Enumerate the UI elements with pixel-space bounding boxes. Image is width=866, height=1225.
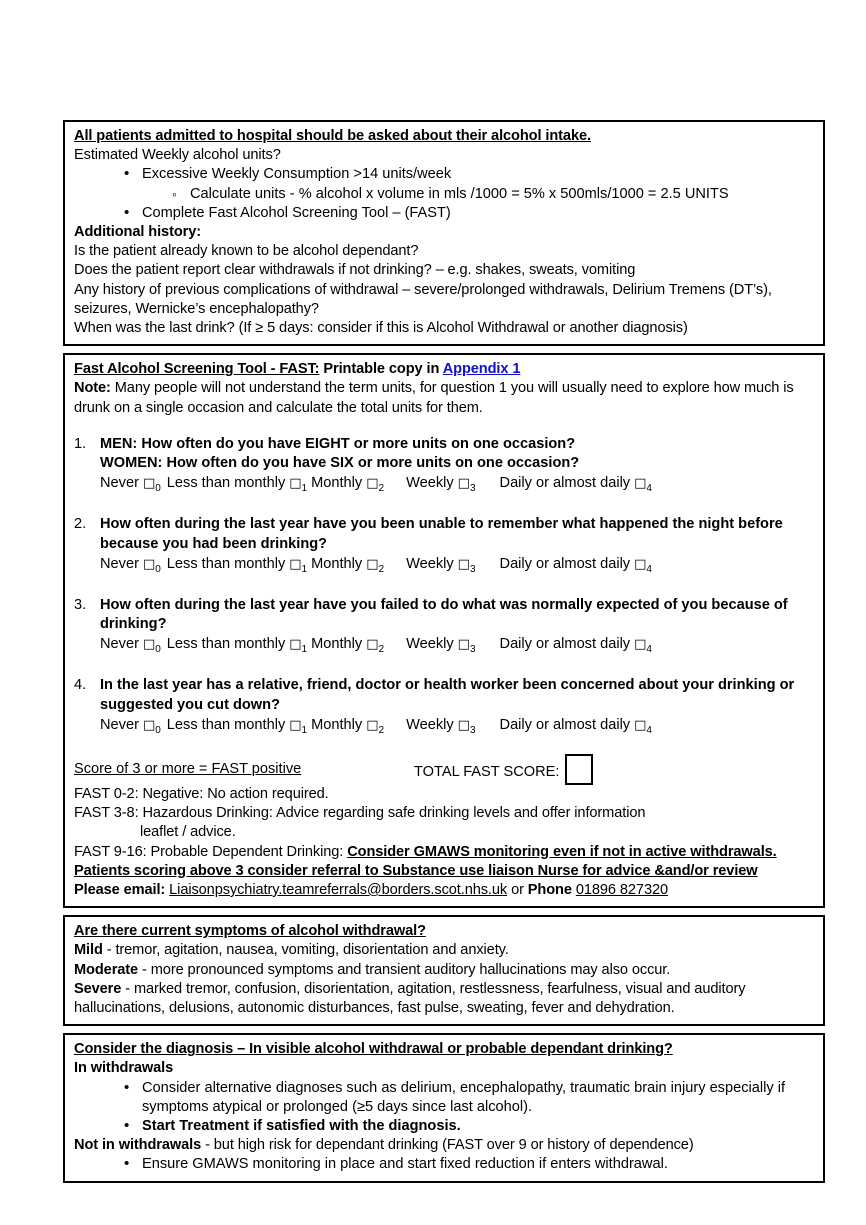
list-item xyxy=(122,165,814,184)
answer-option-never[interactable] xyxy=(100,635,161,659)
symptom-level-text: - tremor, agitation, nausea, vomiting, disorientation and anxiety. xyxy=(102,942,509,959)
symptom-level-label: Severe xyxy=(74,980,122,997)
fast-band-9-16-underlined: Consider GMAWS monitoring even if not in active withdrawals. xyxy=(347,843,777,860)
symptom-level-label: Moderate xyxy=(74,961,139,978)
answer-score: 2 xyxy=(378,724,385,736)
history-line-1: Does the patient report clear withdrawals if not drinking? – e.g. shakes, sweats, vomiting xyxy=(74,262,636,279)
symptom-level-moderate xyxy=(74,961,814,980)
answer-option-less-than-monthly[interactable] xyxy=(167,635,307,659)
question-1-line-0: MEN: How often do you have EIGHT or more units on one occasion? xyxy=(100,435,576,452)
checkbox-empty-icon[interactable]: □ xyxy=(366,717,379,733)
score-header-row xyxy=(74,760,814,785)
answer-label: Less than monthly xyxy=(166,636,286,653)
fast-heading xyxy=(74,360,814,379)
answer-option-never[interactable] xyxy=(100,555,161,579)
question-2-answers xyxy=(100,555,814,579)
fast-band-1: FAST 3-8: Hazardous Drinking: Advice regarding safe drinking levels and offer information xyxy=(74,805,646,822)
fast-note-text: Many people will not understand the term units, for question 1 you will usually need to explore how much is drunk on a single occasion and calculate the total units for them. xyxy=(74,380,794,416)
checkbox-empty-icon[interactable]: □ xyxy=(634,556,647,572)
answer-option-less-than-monthly[interactable] xyxy=(167,474,307,498)
section-fast xyxy=(63,353,825,908)
answer-label: Less than monthly xyxy=(166,716,286,733)
admission-sub-bullet: Calculate units - % alcohol x volume in mls /1000 = 5% x 500mls/1000 = 2.5 UNITS xyxy=(190,185,729,202)
question-4-line-0: In the last year has a relative, friend, doctor or health worker been concerned about your drinking or suggested you cut down? xyxy=(100,677,795,713)
history-line-3: When was the last drink? (If ≥ 5 days: consider if this is Alcohol Withdrawal or another diagnosis) xyxy=(74,320,688,337)
answer-score: 3 xyxy=(469,724,476,736)
checkbox-empty-icon[interactable]: □ xyxy=(457,637,470,653)
fast-band-9-16-prefix: FAST 9-16: Probable Dependent Drinking: xyxy=(74,843,348,860)
question-3-number: 3. xyxy=(74,596,87,613)
question-1-answers xyxy=(100,474,814,498)
answer-option-weekly[interactable] xyxy=(406,555,475,579)
answer-score: 0 xyxy=(155,563,161,575)
list-item xyxy=(122,1155,814,1174)
list-item xyxy=(170,185,814,204)
answer-option-weekly[interactable] xyxy=(406,635,475,659)
answer-label: Weekly xyxy=(406,636,454,653)
answer-label: Less than monthly xyxy=(166,475,286,492)
checkbox-empty-icon[interactable]: □ xyxy=(289,476,302,492)
answer-score: 0 xyxy=(155,724,161,736)
answer-option-weekly[interactable] xyxy=(406,716,475,740)
answer-label: Monthly xyxy=(311,475,363,492)
answer-label: Monthly xyxy=(311,555,363,572)
checkbox-empty-icon[interactable]: □ xyxy=(366,476,379,492)
answer-label: Daily or almost daily xyxy=(499,475,631,492)
symptom-level-text: - marked tremor, confusion, disorientation, agitation, restlessness, fearfulness, visual and auditory hallucinations, delusions, autonomic disturbances, fast pulse, sweating, fever and dehydration. xyxy=(74,980,746,1016)
estimated-units-line: Estimated Weekly alcohol units? xyxy=(74,147,281,164)
answer-score: 1 xyxy=(301,724,308,736)
contact-or: or xyxy=(507,881,528,898)
answer-score: 2 xyxy=(378,563,385,575)
not-in-withdrawals-line xyxy=(74,1136,814,1155)
question-4 xyxy=(74,676,814,740)
answer-label: Monthly xyxy=(311,636,363,653)
answer-score: 3 xyxy=(469,483,476,495)
answer-score: 0 xyxy=(155,644,161,656)
admission-sub-bullet-list xyxy=(74,185,814,204)
not-in-withdrawals-text: - but high risk for dependant drinking (FAST over 9 or history of dependence) xyxy=(201,1137,694,1154)
answer-label: Less than monthly xyxy=(166,555,286,572)
question-1-line-1: WOMEN: How often do you have SIX or more units on one occasion? xyxy=(100,455,580,472)
answer-score: 1 xyxy=(301,644,308,656)
admission-bullet-0: Excessive Weekly Consumption >14 units/week xyxy=(142,166,452,183)
symptom-level-text: - more pronounced symptoms and transient auditory hallucinations may also occur. xyxy=(138,961,671,978)
answer-score: 3 xyxy=(469,563,476,575)
answer-score: 1 xyxy=(301,563,308,575)
answer-label: Never xyxy=(100,636,139,653)
liaison-phone-number[interactable]: 01896 827320 xyxy=(575,881,668,898)
checkbox-empty-icon[interactable]: □ xyxy=(457,717,470,733)
document-body xyxy=(63,120,825,1183)
fast-positive-rule: Score of 3 or more = FAST positive xyxy=(74,760,302,777)
checkbox-empty-icon[interactable]: □ xyxy=(142,637,156,653)
fast-heading-rest: Printable copy in xyxy=(323,361,443,378)
liaison-email-address[interactable]: Liaisonpsychiatry.teamreferrals@borders.scot.nhs.uk xyxy=(169,881,508,898)
question-1-number: 1. xyxy=(74,435,87,452)
phone-label: Phone xyxy=(527,881,572,898)
total-fast-score-input[interactable] xyxy=(565,754,593,785)
section-withdrawal-symptoms xyxy=(63,915,825,1026)
section-consider-diagnosis xyxy=(63,1033,825,1182)
question-4-number: 4. xyxy=(74,677,87,694)
history-line-0: Is the patient already known to be alcohol dependant? xyxy=(74,243,419,260)
question-1 xyxy=(74,435,814,499)
answer-score: 2 xyxy=(378,483,385,495)
symptom-level-label: Mild xyxy=(74,942,103,959)
fast-note-label: Note: xyxy=(74,380,111,397)
answer-option-daily[interactable] xyxy=(500,555,652,579)
answer-option-monthly[interactable] xyxy=(311,716,384,740)
symptom-level-severe xyxy=(74,980,814,1018)
not-in-withdrawals-label: Not in withdrawals xyxy=(74,1137,202,1154)
admission-bullet-1: Complete Fast Alcohol Screening Tool – (FAST) xyxy=(142,204,451,221)
symptoms-heading: Are there current symptoms of alcohol withdrawal? xyxy=(74,923,426,940)
answer-option-daily[interactable] xyxy=(500,635,652,659)
admission-bullet-list-2 xyxy=(74,204,814,223)
total-fast-score-group xyxy=(414,760,593,785)
checkbox-empty-icon[interactable]: □ xyxy=(142,556,156,572)
question-2-number: 2. xyxy=(74,516,87,533)
checkbox-empty-icon[interactable]: □ xyxy=(634,637,647,653)
admission-bullet-list-1 xyxy=(74,165,814,184)
checkbox-empty-icon[interactable]: □ xyxy=(366,556,379,572)
fast-contact-line xyxy=(74,881,814,900)
fast-note xyxy=(74,379,814,417)
checkbox-empty-icon[interactable]: □ xyxy=(634,476,647,492)
question-4-answers xyxy=(100,716,814,740)
fast-band-0: FAST 0-2: Negative: No action required. xyxy=(74,785,329,802)
answer-option-never[interactable] xyxy=(100,716,161,740)
question-3-answers xyxy=(100,635,814,659)
answer-label: Never xyxy=(100,716,139,733)
admission-heading: All patients admitted to hospital should be asked about their alcohol intake. xyxy=(74,128,591,144)
answer-label: Never xyxy=(100,555,139,572)
answer-option-less-than-monthly[interactable] xyxy=(167,716,307,740)
answer-label: Daily or almost daily xyxy=(499,636,631,653)
in-withdrawals-bullet-0: Consider alternative diagnoses such as delirium, encephalopathy, traumatic brain injury especially if symptoms atypical or prolonged (≥5 days since last alcohol). xyxy=(142,1079,786,1115)
answer-score: 1 xyxy=(301,483,308,495)
answer-option-monthly[interactable] xyxy=(311,555,384,579)
question-3-line-0: How often during the last year have you failed to do what was normally expected of you because of drinking? xyxy=(100,596,788,633)
answer-score: 2 xyxy=(378,644,385,656)
question-2 xyxy=(74,515,814,579)
total-fast-score-label: TOTAL FAST SCORE: xyxy=(414,763,560,780)
additional-history-label: Additional history: xyxy=(74,224,202,241)
answer-label: Never xyxy=(100,475,139,492)
answer-label: Weekly xyxy=(406,475,454,492)
diagnosis-heading: Consider the diagnosis – In visible alcohol withdrawal or probable dependant drinking? xyxy=(74,1041,673,1058)
answer-score: 3 xyxy=(469,644,476,656)
not-in-withdrawals-bullets xyxy=(74,1155,814,1174)
answer-option-less-than-monthly[interactable] xyxy=(167,555,307,579)
question-2-line-0: How often during the last year have you been unable to remember what happened the night before because you had been drinking? xyxy=(100,516,783,552)
answer-score: 0 xyxy=(155,483,161,495)
answer-score: 4 xyxy=(646,644,652,656)
fast-band-1-continuation: leaflet / advice. xyxy=(140,824,236,841)
question-3 xyxy=(74,596,814,660)
in-withdrawals-bullets xyxy=(74,1079,814,1137)
answer-option-weekly[interactable] xyxy=(406,474,475,498)
answer-label: Monthly xyxy=(311,716,363,733)
answer-label: Weekly xyxy=(406,716,454,733)
answer-label: Weekly xyxy=(406,555,454,572)
checkbox-empty-icon[interactable]: □ xyxy=(457,556,470,572)
checkbox-empty-icon[interactable]: □ xyxy=(634,717,647,733)
not-in-withdrawals-bullet-0: Ensure GMAWS monitoring in place and start fixed reduction if enters withdrawal. xyxy=(142,1156,668,1173)
fast-band-9-16 xyxy=(74,843,814,862)
list-item xyxy=(122,204,814,223)
fast-referral-note: Patients scoring above 3 consider referral to Substance use liaison Nurse for advice &and/or review xyxy=(74,862,758,879)
section-admission xyxy=(63,120,825,346)
checkbox-empty-icon[interactable]: □ xyxy=(366,637,379,653)
checkbox-empty-icon[interactable]: □ xyxy=(457,476,470,492)
checkbox-empty-icon[interactable]: □ xyxy=(289,556,302,572)
answer-score: 4 xyxy=(646,483,652,495)
checkbox-empty-icon[interactable]: □ xyxy=(142,476,156,492)
answer-option-never[interactable] xyxy=(100,474,161,498)
list-item xyxy=(122,1079,814,1117)
list-item xyxy=(122,1117,814,1136)
fast-heading-underlined: Fast Alcohol Screening Tool - FAST: xyxy=(74,361,320,378)
symptom-level-mild xyxy=(74,941,814,960)
in-withdrawals-label: In withdrawals xyxy=(74,1060,174,1077)
checkbox-empty-icon[interactable]: □ xyxy=(289,717,302,733)
answer-label: Daily or almost daily xyxy=(499,555,631,572)
answer-option-monthly[interactable] xyxy=(311,635,384,659)
appendix-1-link[interactable]: Appendix 1 xyxy=(442,361,521,378)
answer-score: 4 xyxy=(646,724,652,736)
answer-score: 4 xyxy=(646,563,652,575)
in-withdrawals-bullet-1: Start Treatment if satisfied with the diagnosis. xyxy=(142,1117,461,1134)
checkbox-empty-icon[interactable]: □ xyxy=(142,717,156,733)
answer-label: Daily or almost daily xyxy=(499,716,631,733)
answer-option-daily[interactable] xyxy=(500,716,652,740)
answer-option-daily[interactable] xyxy=(500,474,652,498)
answer-option-monthly[interactable] xyxy=(311,474,384,498)
email-label: Please email: xyxy=(74,881,166,898)
checkbox-empty-icon[interactable]: □ xyxy=(289,637,302,653)
history-line-2: Any history of previous complications of withdrawal – severe/prolonged withdrawals, Delirium Tremens (DT’s), seizures, Wernicke’s encephalopathy? xyxy=(74,281,772,317)
